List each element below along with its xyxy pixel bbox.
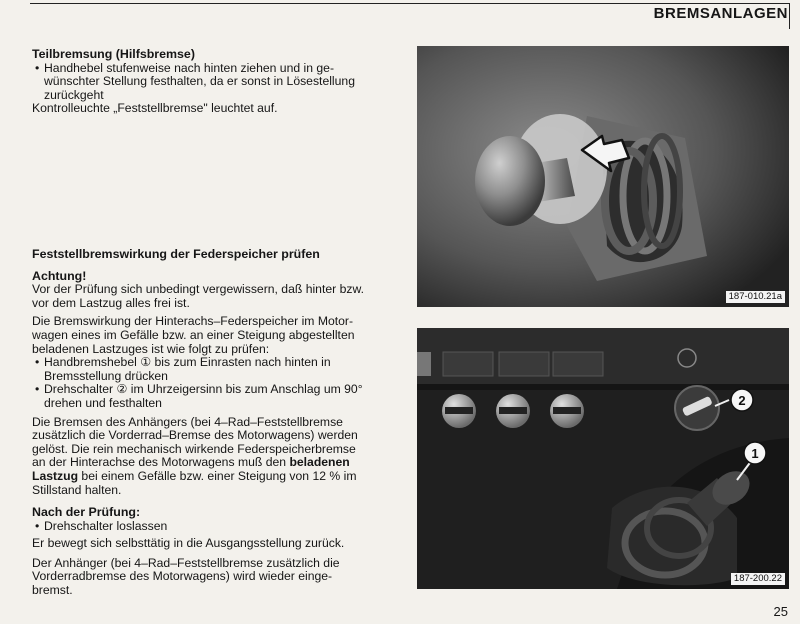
after-line: Er bewegt sich selbsttätig in die Ausgangsstellung zurück. (32, 536, 345, 551)
switch-panel-icon (553, 352, 603, 376)
intro-line: beladenen Lastzuges ist wie folgt zu prüfen: (32, 341, 270, 356)
warning-line: Vor der Prüfung sich unbedingt vergewissern, daß hinter bzw. (32, 282, 364, 297)
dashboard-illustration (417, 328, 789, 589)
indicator-note: Kontrolleuchte „Feststellbremse" leuchtet auf. (32, 101, 278, 116)
intro-line: wagen eines im Gefälle bzw. an einer Steigung abgestellten (32, 327, 355, 342)
lever-knob (475, 136, 545, 226)
bullet-release-switch: • Drehschalter loslassen (32, 520, 407, 534)
after-line: Der Anhänger (bei 4–Rad–Feststellbremse zusätzlich die (32, 555, 340, 570)
bullet-hand-lever: • Handhebel stufenweise nach hinten ziehen und in ge- (32, 62, 407, 76)
step-2: • Drehschalter ② im Uhrzeigersinn bis zum Anschlag um 90° (32, 383, 407, 397)
rotary-knobs (442, 394, 584, 428)
bullet-hand-lever-line2: wünschter Stellung festhalten, da er sonst in Lösestellung (44, 74, 355, 89)
result-line: Lastzug bei einem Gefälle bzw. einer Steigung von 12 % im (32, 468, 357, 483)
result-line: Stillstand halten. (32, 482, 122, 497)
result-line: gelöst. Die rein mechanisch wirkende Federspeicherbremse (32, 441, 356, 456)
handbrake-lever-illustration (417, 46, 789, 307)
heading-spring-brake-check: Feststellbremswirkung der Federspeicher prüfen (32, 247, 320, 261)
callout-2-label: 2 (738, 393, 746, 408)
callout-1-label: 1 (751, 446, 759, 461)
warning-heading: Achtung! (32, 268, 87, 283)
switch-panel-icon (499, 352, 549, 376)
handbrake-lever-photo (417, 46, 789, 307)
bullet-hand-lever-line3: zurückgeht (44, 87, 104, 102)
after-line: Vorderradbremse des Motorwagens) wird wieder einge- (32, 569, 333, 584)
dashboard-photo (417, 328, 789, 589)
section-partial-braking (32, 48, 407, 116)
heading-after-check: Nach der Prüfung: (32, 505, 141, 519)
result-line: zusätzlich die Vorderrad–Bremse des Motorwagens) werden (32, 428, 358, 443)
result-line: Die Bremsen des Anhängers (bei 4–Rad–Feststellbremse (32, 414, 343, 429)
page-number: 25 (773, 604, 788, 619)
section-spring-brake-check (32, 248, 407, 497)
warning-line: vor dem Lastzug alles frei ist. (32, 295, 190, 310)
step-1: • Handbremshebel ① bis zum Einrasten nach hinten in (32, 356, 407, 370)
rotary-switch (675, 386, 719, 430)
switch-panel-icon (443, 352, 493, 376)
switch-panel-icon (417, 352, 431, 376)
heading-partial-braking: Teilbremsung (Hilfsbremse) (32, 47, 195, 61)
figure-caption: 187-200.22 (731, 573, 785, 585)
after-line: bremst. (32, 582, 73, 597)
figure-caption: 187-010.21a (726, 291, 785, 303)
step-2-line2: drehen und festhalten (44, 395, 162, 410)
intro-line: Die Bremswirkung der Hinterachs–Federspeicher im Motor- (32, 314, 354, 329)
result-line: an der Hinterachse des Motorwagens muß den beladenen (32, 455, 350, 470)
step-1-line2: Bremsstellung drücken (44, 368, 168, 383)
section-after-check (32, 506, 407, 598)
section-title: BREMSANLAGEN (653, 5, 788, 22)
